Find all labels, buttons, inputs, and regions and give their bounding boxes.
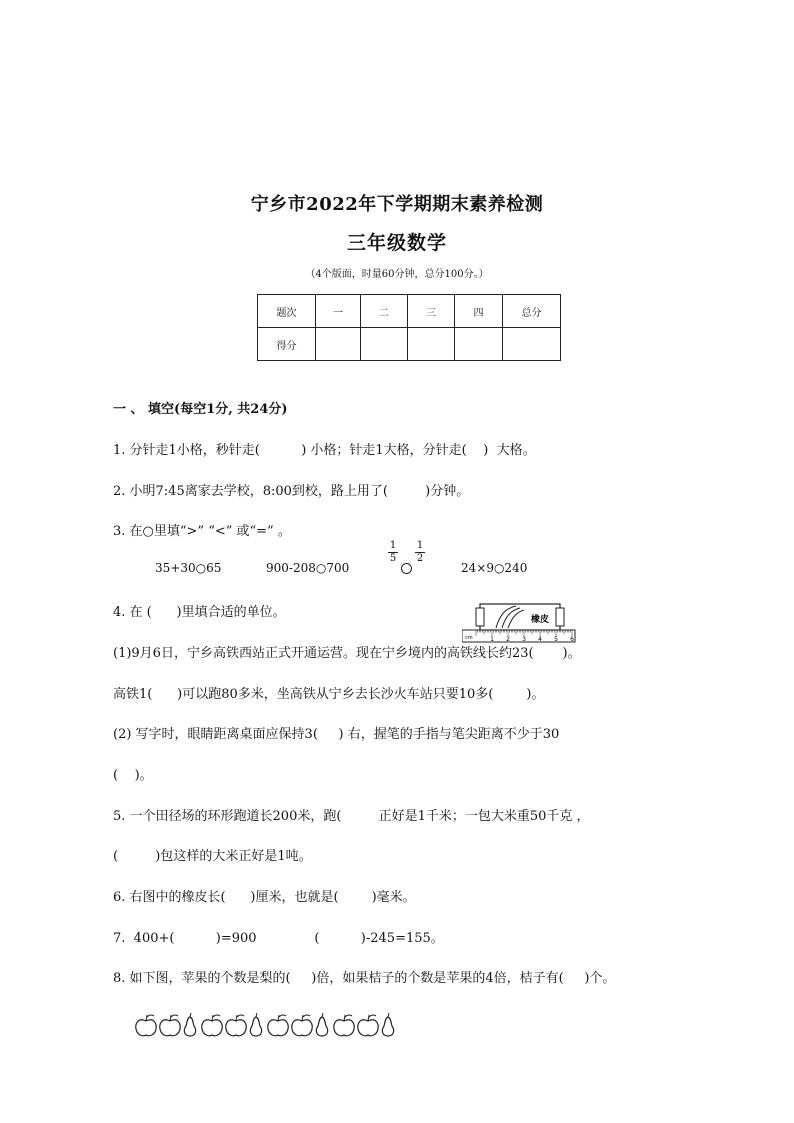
exam-title: 宁乡市2022年下学期期末素养检测 — [250, 194, 544, 215]
compare-circle[interactable] — [401, 563, 412, 574]
question-3-item-d: 24×9○240 — [461, 561, 528, 575]
score-header-cell: 三 — [408, 295, 455, 328]
pear-stem — [388, 1013, 389, 1017]
score-cell[interactable] — [361, 328, 408, 361]
eraser-left-cap — [476, 608, 484, 626]
eraser-right-cap — [556, 608, 564, 626]
apple-body — [334, 1020, 354, 1036]
pear-body — [250, 1017, 261, 1036]
question-4-2: (2) 写字时，眼睛距离桌面应保持3( ) 右，握笔的手指与笔尖距离不少于30 — [113, 727, 560, 742]
ruler-unit: cm — [465, 635, 473, 641]
ruler-tick-label: 2 — [506, 636, 510, 643]
score-cell[interactable] — [503, 328, 561, 361]
apple-icon — [268, 1015, 288, 1036]
pear-stem — [190, 1013, 191, 1017]
question-4-1-continued: 高铁1( )可以跑80多米，坐高铁从宁乡去长沙火车站只要10多( )。 — [113, 687, 545, 702]
exam-subject: 三年级数学 — [346, 232, 447, 254]
apple-body — [202, 1020, 222, 1036]
apple-icon — [202, 1015, 222, 1036]
question-7: 7. 400+( )=900 ( )-245=155。 — [113, 931, 444, 946]
score-header-cell: 四 — [455, 295, 503, 328]
ruler-tick-label: 5 — [554, 636, 558, 643]
pear-stem — [322, 1013, 323, 1017]
ruler-tick-label: 4 — [538, 636, 542, 643]
score-table — [257, 294, 561, 361]
pear-icon — [184, 1013, 195, 1036]
fraction-denominator: 2 — [416, 553, 424, 564]
question-1: 1. 分针走1小格，秒针走( ) 小格；针走1大格，分针走( ) 大格。 — [113, 443, 536, 458]
question-5-continued: ( )包这样的大米正好是1吨。 — [113, 849, 312, 864]
fraction-denominator: 5 — [389, 553, 397, 564]
section-title: 一 、 填空(每空1分, 共24分) — [113, 402, 288, 417]
score-table-score-row — [258, 328, 561, 361]
question-8: 8. 如下图，苹果的个数是梨的( )倍，如果桔子的个数是苹果的4倍，桔子有( )个。 — [113, 971, 616, 986]
pear-body — [184, 1017, 195, 1036]
apple-icon — [226, 1015, 246, 1036]
pear-body — [316, 1017, 327, 1036]
apple-body — [268, 1020, 288, 1036]
apple-icon — [358, 1015, 378, 1036]
question-4-2-continued: ( )。 — [113, 768, 153, 783]
score-cell[interactable] — [316, 328, 361, 361]
pear-stem — [256, 1013, 257, 1017]
pear-icon — [382, 1013, 393, 1036]
apple-body — [292, 1020, 312, 1036]
score-header-cell: 题次 — [258, 295, 316, 328]
score-cell[interactable] — [408, 328, 455, 361]
ruler-tick-label: 1 — [490, 636, 494, 643]
question-3-item-a: 35+30○65 — [155, 561, 222, 575]
score-header-cell: 二 — [361, 295, 408, 328]
apple-body — [160, 1020, 180, 1036]
fraction-one-fifth — [388, 540, 398, 565]
pear-body — [382, 1017, 393, 1036]
fraction-numerator: 1 — [389, 540, 397, 551]
question-5: 5. 一个田径场的环形跑道长200米，跑( 正好是1千米；一包大米重50千克 ， — [113, 809, 590, 824]
eraser-label: 橡皮 — [530, 615, 550, 625]
apple-body — [358, 1020, 378, 1036]
pear-icon — [316, 1013, 327, 1036]
eraser-ruler-illustration — [462, 602, 577, 644]
apple-body — [226, 1020, 246, 1036]
score-header-cell: 一 — [316, 295, 361, 328]
pear-icon — [250, 1013, 261, 1036]
apple-icon — [160, 1015, 180, 1036]
exam-note: （4个版面，时量60分钟，总分100分。） — [305, 269, 489, 280]
score-cell[interactable] — [455, 328, 503, 361]
ruler-tick-label: 3 — [522, 636, 526, 643]
ruler-tick-label: 6 — [570, 636, 574, 643]
apple-icon — [136, 1015, 156, 1036]
fraction-numerator: 1 — [416, 540, 424, 551]
score-table-header-row — [258, 295, 561, 328]
question-6: 6. 右图中的橡皮长( )厘米，也就是( )毫米。 — [113, 890, 416, 905]
apple-body — [136, 1020, 156, 1036]
question-3: 3. 在○里填“>” “<” 或“=” 。 — [113, 524, 291, 539]
score-row-label: 得分 — [258, 328, 316, 361]
score-header-cell: 总分 — [503, 295, 561, 328]
question-4: 4. 在 ( )里填合适的单位。 — [113, 605, 286, 620]
question-2: 2. 小明7:45离家去学校，8:00到校，路上用了( )分钟。 — [113, 484, 470, 499]
apple-icon — [292, 1015, 312, 1036]
apple-icon — [334, 1015, 354, 1036]
fraction-one-half — [415, 540, 425, 565]
question-4-1: (1)9月6日，宁乡高铁西站正式开通运营。现在宁乡境内的高铁线长约23( )。 — [113, 646, 581, 661]
question-3-item-b: 900-208○700 — [266, 561, 350, 575]
fruit-row-illustration — [133, 1012, 433, 1038]
